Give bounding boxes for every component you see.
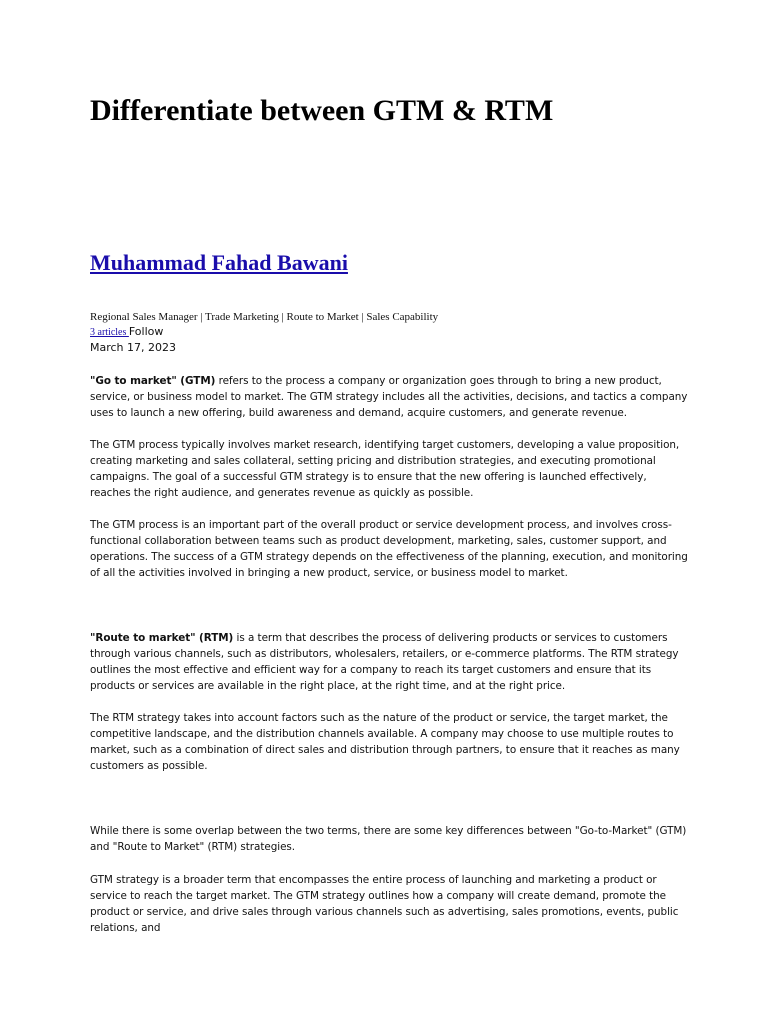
paragraph-text: refers to the process a company or organization goes through to bring a new product, service, or business model to market. The GTM strategy includes all the activities, decisions, and tactics a company uses to launch a new offering, build awareness and demand, acquire customers, and generate revenue. xyxy=(90,375,688,419)
paragraph-differences-intro xyxy=(90,824,690,856)
paragraph-text: The GTM process is an important part of the overall product or service development process, and involves cross-functional collaboration between teams such as product development, marketing, sales, customer support, and operations. The success of a GTM strategy depends on the effectiveness of the planning, execution, and monitoring of all the activities involved in bringing a new product, service, or business model to market. xyxy=(90,519,688,579)
paragraph-gtm-importance xyxy=(90,518,690,582)
paragraph-gtm-definition xyxy=(90,374,690,422)
term-rtm: "Route to market" (RTM) xyxy=(90,632,234,644)
paragraph-text: is a term that describes the process of delivering products or services to customers through various channels, such as distributors, wholesalers, retailers, or e-commerce platforms. The RTM strategy outlines the most effective and efficient way for a company to reach its target customers and ensure that its products or services are available in the right place, at the right time, and at the right price. xyxy=(90,632,679,692)
author-name-link[interactable]: Muhammad Fahad Bawani xyxy=(90,250,348,275)
follow-button[interactable]: Follow xyxy=(128,325,164,338)
paragraph-rtm-definition xyxy=(90,631,690,695)
paragraph-rtm-strategy xyxy=(90,711,690,775)
articles-count-link[interactable]: 3 articles xyxy=(90,327,129,338)
term-gtm: "Go to market" (GTM) xyxy=(90,375,216,387)
author-headline: Regional Sales Manager | Trade Marketing | Route to Market | Sales Capability xyxy=(90,311,439,323)
paragraph-text: While there is some overlap between the two terms, there are some key differences between "Go-to-Market" (GTM) and "Route to Market" (RTM) strategies. xyxy=(90,825,687,853)
paragraph-text: The GTM process typically involves market research, identifying target customers, developing a value proposition, creating marketing and sales collateral, setting pricing and distribution strategies, and executing promotional campaigns. The goal of a successful GTM strategy is to ensure that the new offering is launched effectively, reaches the right audience, and generates revenue as quickly as possible. xyxy=(90,439,680,499)
publish-date: March 17, 2023 xyxy=(90,341,177,354)
paragraph-gtm-process xyxy=(90,438,690,502)
paragraph-text: The RTM strategy takes into account factors such as the nature of the product or service, the target market, the competitive landscape, and the distribution channels available. A company may choose to use multiple routes to market, such as a combination of direct sales and distribution through partners, to ensure that it reaches as many customers as possible. xyxy=(90,712,680,772)
paragraph-text: GTM strategy is a broader term that encompasses the entire process of launching and marketing a product or service to reach the target market. The GTM strategy outlines how a company will create demand, promote the product or service, and drive sales through various channels such as advertising, sales promotions, events, public relations, and xyxy=(90,874,679,934)
paragraph-gtm-broader xyxy=(90,873,690,937)
article-title: Differentiate between GTM & RTM xyxy=(90,94,554,127)
author-meta xyxy=(90,325,163,340)
